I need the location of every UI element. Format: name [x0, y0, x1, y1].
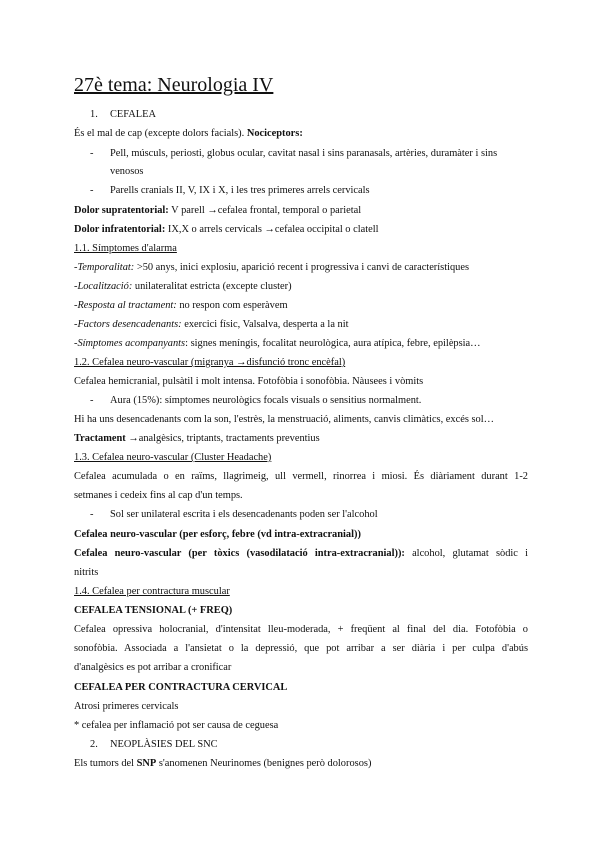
bold-heading: CEFALEA TENSIONAL (+ FREQ): [74, 605, 233, 616]
infratentorial-label: Dolor infratentorial:: [74, 224, 166, 235]
paragraph-line: [74, 757, 371, 770]
bullet-dash: -: [90, 509, 94, 520]
supratentorial-line: [74, 204, 361, 217]
subsection-heading: 1.3. Cefalea neuro-vascular (Cluster Headache): [74, 452, 272, 463]
nociceptor-item: Pell, músculs, periosti, globus ocular, cavitat nasal i sins paranasals, artèries, duramàter i sins: [110, 148, 498, 159]
alarm-item: [74, 318, 349, 331]
paragraph-line: * cefalea per inflamació pot ser causa de ceguesa: [74, 720, 279, 731]
page-title: 27è tema: Neurologia IV: [74, 74, 274, 96]
alarm-item-text: >50 anys, inici explosiu, aparició recent i progressiva i canvi de característiques: [134, 262, 470, 273]
intro-text: És el mal de cap (excepte dolors facials).: [74, 128, 247, 139]
treatment-line: [74, 432, 320, 445]
snp-term: SNP: [136, 758, 157, 769]
alarm-item-text: exercici físic, Valsalva, desperta a la nit: [181, 319, 349, 330]
subsection-heading: 1.1. Símptomes d'alarma: [74, 243, 177, 254]
paragraph-line: Atrosi primeres cervicals: [74, 701, 179, 712]
alarm-item-text: : signes meníngis, focalitat neurològica, aura atípica, febre, epilèpsia…: [185, 338, 481, 349]
cluster-item: Sol ser unilateral escrita i els desencadenants poden ser l'alcohol: [110, 509, 378, 520]
bullet-dash: -: [90, 148, 94, 159]
toxic-label: Cefalea neuro-vascular (per tòxics (vasodilatació intra-extracranial)):: [74, 548, 405, 559]
section-number: 2.: [90, 739, 98, 750]
alarm-item-label: -Temporalitat:: [74, 262, 135, 273]
paragraph-line: Hi ha uns desencadenants com la son, l'estrès, la menstruació, aliments, canvis climàtics, excés sol…: [74, 414, 494, 425]
alarm-item-text: unilateralitat estricta (excepte cluster): [132, 281, 292, 292]
treatment-label: Tractament: [74, 433, 126, 444]
section-number: 1.: [90, 109, 98, 120]
tumor-text: Els tumors del: [74, 758, 137, 769]
paragraph-line: d'analgèsics es pot arribar a cronificar: [74, 662, 232, 673]
subsection-heading: 1.4. Cefalea per contractura muscular: [74, 586, 230, 597]
alarm-item: [74, 299, 288, 312]
paragraph-line: Cefalea hemicranial, pulsàtil i molt intensa. Fotofòbia i sonofòbia. Nàusees i vòmits: [74, 376, 424, 387]
alarm-item-label: -Resposta al tractament:: [74, 300, 177, 311]
supratentorial-label: Dolor supratentorial:: [74, 205, 169, 216]
bold-heading: Cefalea neuro-vascular (per esforç, febre (vd intra-extracranial)): [74, 529, 361, 540]
paragraph-line: setmanes i cedeix fins al cap d'un temps.: [74, 490, 243, 501]
section-heading: NEOPLÀSIES DEL SNC: [110, 739, 218, 750]
nociceptor-item: Parells cranials II, V, IX i X, i les tres primeres arrels cervicals: [110, 185, 370, 196]
toxic-line: [74, 547, 528, 560]
nociceptors-label: Nociceptors:: [246, 128, 303, 139]
infratentorial-line: [74, 223, 378, 236]
alarm-item-label: -Factors desencadenants:: [74, 319, 182, 330]
bold-heading: CEFALEA PER CONTRACTURA CERVICAL: [74, 682, 288, 693]
alarm-item-label: -Símptomes acompanyants: [74, 338, 186, 349]
subsection-heading: 1.2. Cefalea neuro-vascular (migranya →disfunció tronc encèfal): [74, 357, 346, 368]
paragraph-line: nitrits: [74, 567, 99, 578]
alarm-item-text: no respon com esperàvem: [176, 300, 288, 311]
alarm-item: [74, 280, 292, 293]
section-heading: CEFALEA: [110, 109, 156, 120]
bullet-dash: -: [90, 395, 94, 406]
nociceptor-item-cont: venosos: [110, 166, 144, 177]
aura-item: Aura (15%): símptomes neurològics focals visuals o sensitius normalment.: [110, 395, 422, 406]
infratentorial-text: IX,X o arrels cervicals →cefalea occipital o clatell: [165, 224, 379, 235]
intro-line: [74, 127, 303, 140]
alarm-item: [74, 261, 469, 274]
supratentorial-text: V parell →cefalea frontal, temporal o parietal: [168, 205, 362, 216]
bullet-dash: -: [90, 185, 94, 196]
alarm-item-label: -Localització:: [74, 281, 133, 292]
alarm-item: [74, 337, 481, 350]
toxic-text: alcohol, glutamat sòdic i: [404, 548, 528, 559]
tumor-text-end: s'anomenen Neurinomes (benignes però dolorosos): [156, 758, 372, 769]
treatment-text: →analgèsics, triptants, tractaments preventius: [125, 433, 320, 444]
paragraph-line: Cefalea opressiva holocranial, d'intensitat lleu-moderada, + freqüent al final del dia. Fotofòbia o: [74, 624, 528, 635]
paragraph-line: Cefalea acumulada o en raïms, llagrimeig, ull vermell, rinorrea i miosi. És diàriament durant 1-2: [74, 471, 528, 482]
paragraph-line: sonofòbia. Associada a l'ansietat o la depressió, que pot arribar a ser diària i per culpa d'abús: [74, 643, 528, 654]
